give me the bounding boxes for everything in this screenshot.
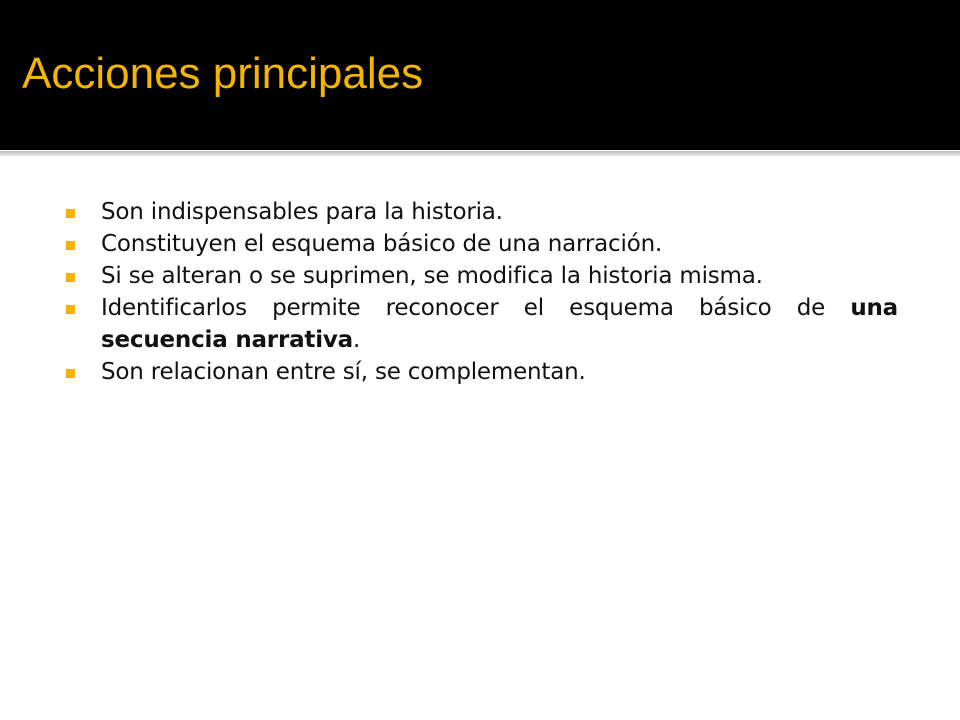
square-bullet-icon xyxy=(66,369,75,378)
bullet-text: Constituyen el esquema básico de una narración. xyxy=(101,231,663,257)
title-bar xyxy=(0,0,960,150)
title-divider xyxy=(0,151,960,156)
square-bullet-icon xyxy=(66,305,75,314)
slide-title: Acciones principales xyxy=(22,49,424,98)
bullet-text: Son relacionan entre sí, se complementan. xyxy=(101,359,586,385)
bullet-text-part: . xyxy=(353,327,361,353)
bullet-item xyxy=(64,292,898,356)
square-bullet-icon xyxy=(66,209,75,218)
bullet-item xyxy=(64,356,898,388)
bullet-text xyxy=(101,295,898,353)
bullet-item xyxy=(64,228,898,260)
bullet-text: Si se alteran o se suprimen, se modifica la historia misma. xyxy=(101,263,763,289)
bullet-bold-text: una secuencia narrativa xyxy=(101,295,898,353)
square-bullet-icon xyxy=(66,241,75,250)
bullet-item xyxy=(64,196,898,228)
bullet-list xyxy=(64,196,898,388)
square-bullet-icon xyxy=(66,273,75,282)
bullet-text-part: Identificarlos permite reconocer el esquema básico de xyxy=(101,295,851,321)
bullet-text: Son indispensables para la historia. xyxy=(101,199,503,225)
bullet-item xyxy=(64,260,898,292)
